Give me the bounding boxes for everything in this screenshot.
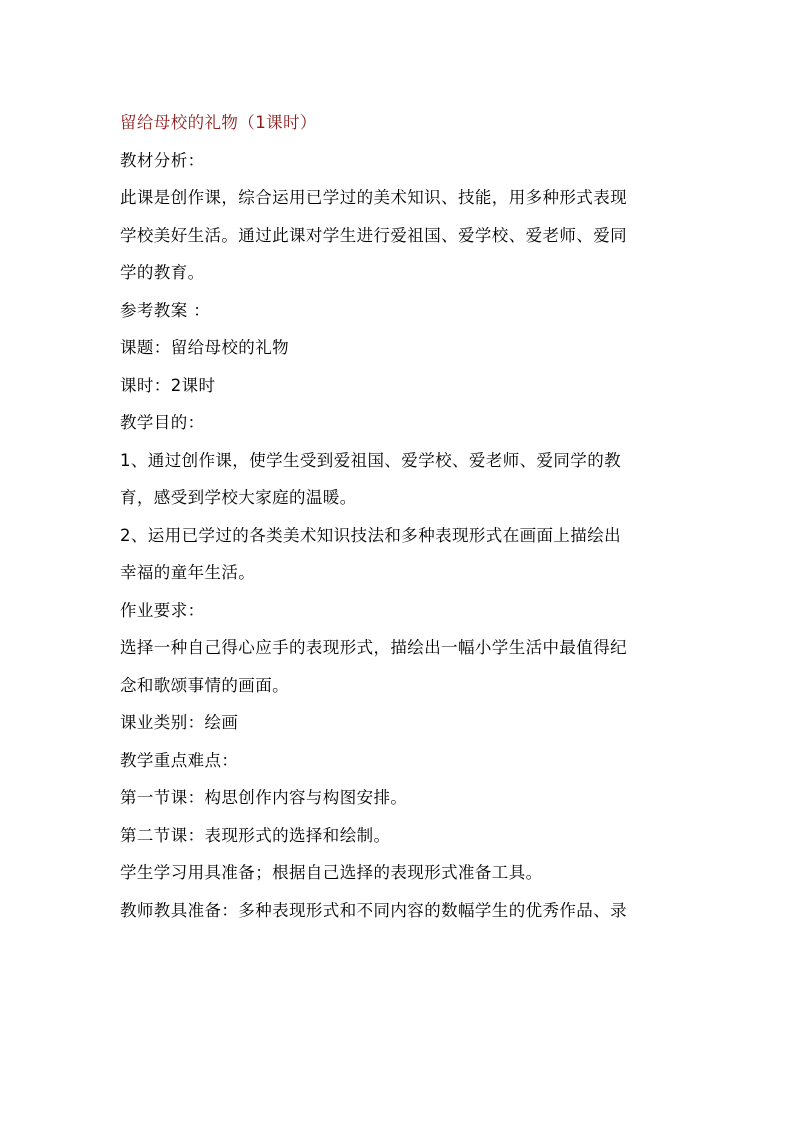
document-line: 第一节课：构思创作内容与构图安排。 — [120, 788, 408, 807]
document-line: 选择一种自己得心应手的表现形式，描绘出一幅小学生活中最值得纪 — [120, 638, 627, 657]
document-line: 课题：留给母校的礼物 — [120, 338, 289, 357]
document-line: 教学目的： — [120, 413, 205, 432]
document-line: 第二节课：表现形式的选择和绘制。 — [120, 825, 391, 845]
document-line: 育，感受到学校大家庭的温暖。 — [120, 488, 357, 507]
document-line: 参考教案 ： — [120, 300, 211, 320]
document-line: 课时：2课时 — [120, 375, 216, 395]
document-line: 1、通过创作课，使学生受到爱祖国、爱学校、爱老师、爱同学的教 — [120, 450, 621, 470]
document-line: 作业要求： — [120, 600, 205, 620]
document-line: 学的教育。 — [120, 263, 205, 282]
document-line: 教师教具准备：多种表现形式和不同内容的数幅学生的优秀作品、录 — [120, 900, 627, 920]
document-line: 2、运用已学过的各类美术知识技法和多种表现形式在画面上描绘出 — [120, 525, 621, 545]
document-title: 留给母校的礼物（1课时） — [120, 113, 317, 132]
document-line: 幸福的童年生活。 — [120, 563, 256, 582]
document-line: 此课是创作课，综合运用已学过的美术知识、技能，用多种形式表现 — [120, 188, 627, 207]
document-line: 念和歌颂事情的画面。 — [120, 675, 289, 695]
document-page — [120, 104, 680, 929]
document-line: 学生学习用具准备；根据自己选择的表现形式准备工具。 — [120, 863, 543, 882]
document-line: 教材分析： — [120, 150, 205, 170]
document-line: 学校美好生活。通过此课对学生进行爱祖国、爱学校、爱老师、爱同 — [120, 225, 627, 245]
document-line: 教学重点难点： — [120, 750, 239, 770]
document-line: 课业类别：绘画 — [120, 713, 239, 732]
